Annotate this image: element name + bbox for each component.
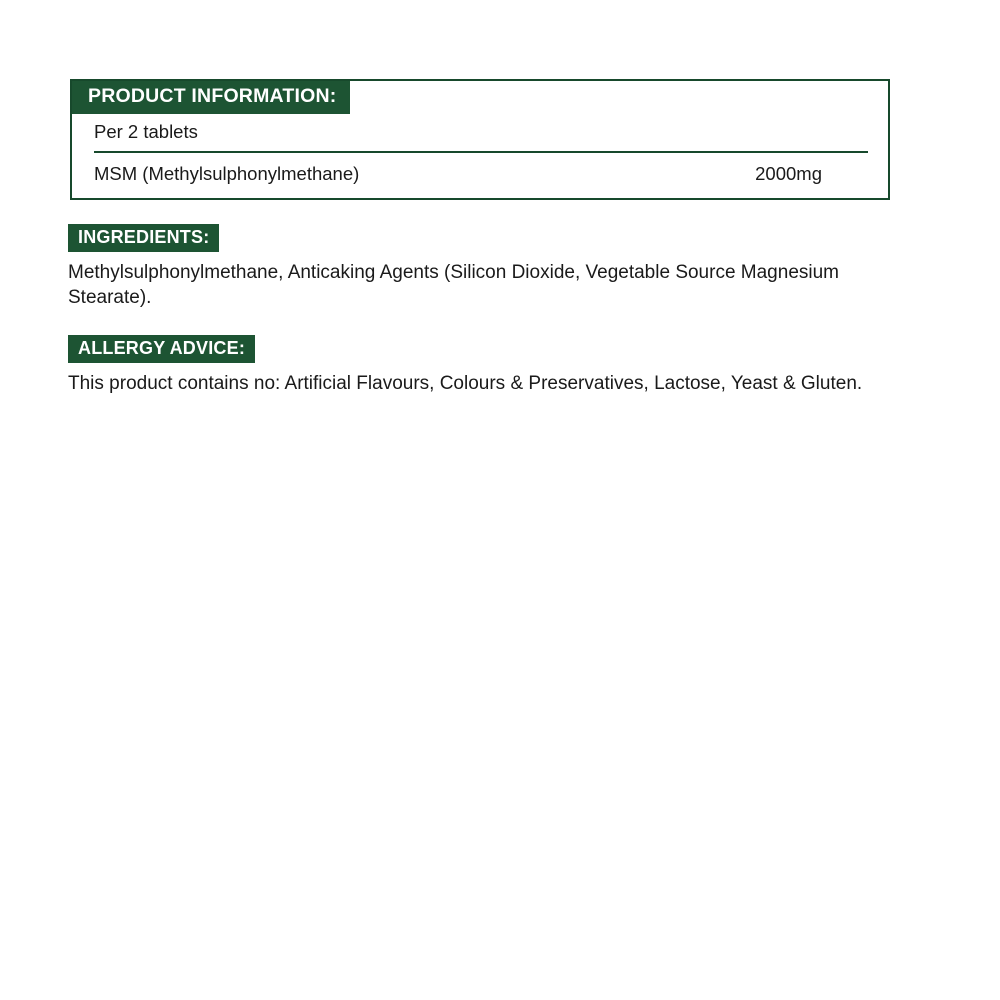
product-information-panel — [70, 79, 890, 200]
product-information-heading: PRODUCT INFORMATION: — [72, 81, 350, 114]
ingredients-heading: INGREDIENTS: — [68, 224, 219, 252]
serving-size-label: Per 2 tablets — [94, 114, 868, 153]
allergy-advice-section — [68, 335, 918, 396]
product-information-rows — [72, 114, 888, 198]
allergy-advice-text: This product contains no: Artificial Flavours, Colours & Preservatives, Lactose, Yeast & Gluten. — [68, 372, 863, 394]
ingredients-text: Methylsulphonylmethane, Anticaking Agents (Silicon Dioxide, Vegetable Source Magnesium Stearate). — [68, 261, 840, 309]
table-row — [94, 153, 868, 198]
allergy-advice-heading: ALLERGY ADVICE: — [68, 335, 255, 363]
ingredients-section — [68, 224, 918, 311]
nutrient-amount: 2000mg — [755, 162, 822, 184]
nutrient-name: MSM (Methylsulphonylmethane) — [94, 162, 360, 184]
